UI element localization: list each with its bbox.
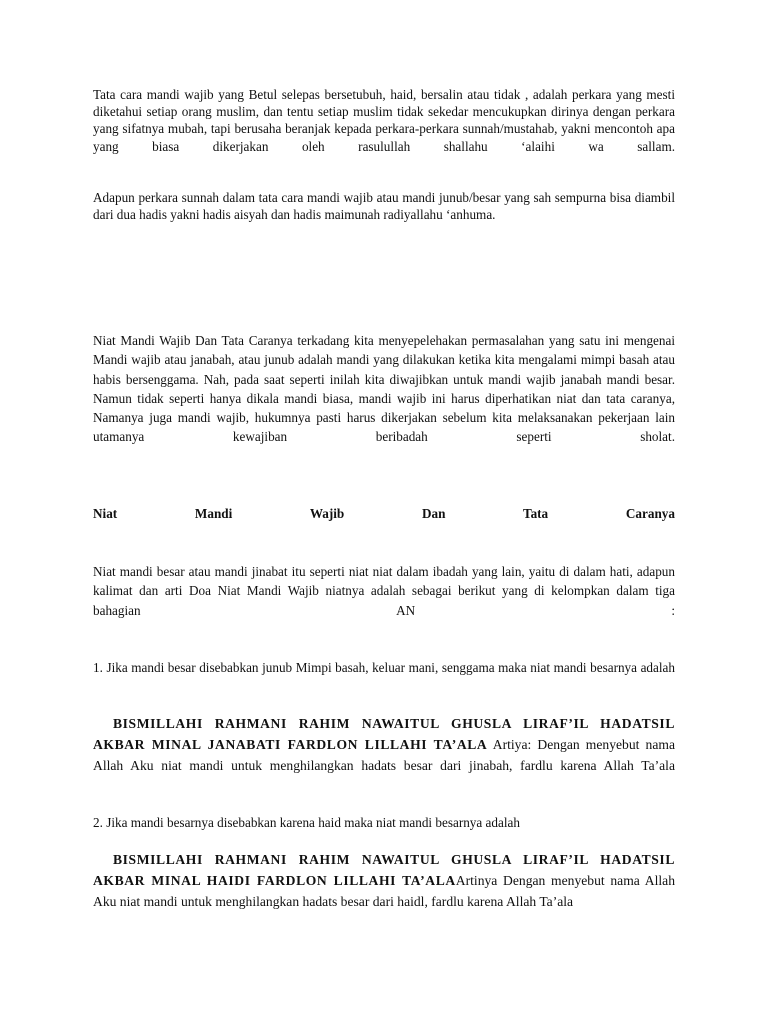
paragraph-niat-intro: Niat Mandi Wajib Dan Tata Caranya terkadang kita menyepelehakan permasalahan yang satu ini mengenai Mandi wajib atau janabah, atau junub adalah mandi yang dilakukan ketika kita mengalami mimpi basah atau habis bersenggama. Nah, pada saat seperti inilah kita diwajibkan untuk mandi wajib janabah mandi besar. Namun tidak seperti hanya dikala mandi biasa, mandi wajib ini harus diperhatikan niat dan tata caranya, Namanya juga mandi wajib, hukumnya pasti harus dikerjakan sebelum kita melaksanakan pekerjaan lain utamanya kewajiban beribadah seperti sholat. xyxy=(93,333,675,445)
prayer-1-arabic: BISMILLAHI RAHMANI RAHIM NAWAITUL GHUSLA LIRAF’IL HADATSIL AKBAR MINAL JANABATI FARDLON LILLAHI TA’ALA xyxy=(93,716,675,752)
paragraph-case-1: 1. Jika mandi besar disebabkan junub Mimpi basah, keluar mani, senggama maka niat mandi besarnya adalah xyxy=(93,660,675,675)
prayer-1 xyxy=(93,713,675,776)
paragraph-intro: Tata cara mandi wajib yang Betul selepas bersetubuh, haid, bersalin atau tidak , adalah perkara yang mesti diketahui setiap orang muslim, dan tentu setiap muslim tidak sekedar mencukupkan dirinya dengan perkara yang sifatnya mubah, tapi berusaha beranjak kepada perkara-perkara sunnah/mustahab, yakni mencontoh apa yang biasa dikerjakan oleh rasulullah shallahu ‘alaihi wa sallam. xyxy=(93,87,675,154)
paragraph-sunnah: Adapun perkara sunnah dalam tata cara mandi wajib atau mandi junub/besar yang sah sempurna bisa diambil dari dua hadis yakni hadis aisyah dan hadis maimunah radiyallahu ‘anhuma. xyxy=(93,190,675,223)
prayer-2-meaning: Artinya Dengan menyebut nama Allah Aku niat mandi untuk menghilangkan hadats besar dari haidl, fardlu karena Allah Ta’ala xyxy=(93,873,675,909)
prayer-1-meaning: Artiya: Dengan menyebut nama Allah Aku niat mandi untuk menghilangkan hadats besar dari jinabah, fardlu karena Allah Ta’ala xyxy=(93,737,675,773)
paragraph-case-2: 2. Jika mandi besarnya disebabkan karena haid maka niat mandi besarnya adalah xyxy=(93,815,520,830)
paragraph-niat-description: Niat mandi besar atau mandi jinabat itu seperti niat niat dalam ibadah yang lain, yaitu di dalam hati, adapun kalimat dan arti Doa Niat Mandi Wajib niatnya adalah sebagai berikut yang di kelompkan dalam tiga bahagian AN : xyxy=(93,564,675,618)
prayer-2-arabic: BISMILLAHI RAHMANI RAHIM NAWAITUL GHUSLA LIRAF’IL HADATSIL AKBAR MINAL HAIDI FARDLON LILLAHI TA’ALA xyxy=(93,852,675,888)
section-heading: Niat Mandi Wajib Dan Tata Caranya xyxy=(93,506,675,521)
prayer-2 xyxy=(93,849,675,912)
